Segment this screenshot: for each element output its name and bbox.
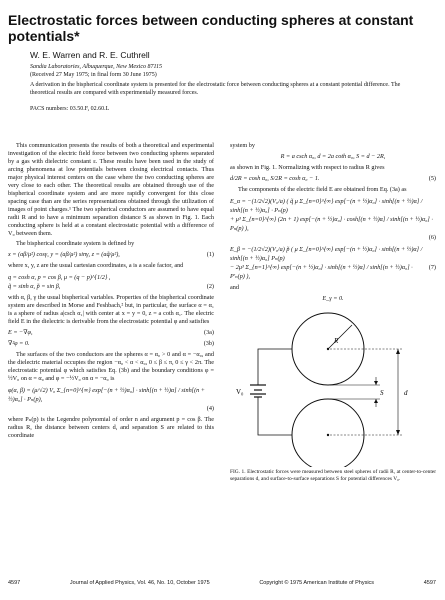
equation-2 bbox=[8, 273, 214, 291]
lower-sphere bbox=[292, 399, 364, 467]
r-label: R bbox=[334, 337, 339, 345]
equation-1-body: x = (aβ/μ²) cosγ, y = (aβ/μ²) sinγ, z = (aq̃/μ²), bbox=[8, 251, 120, 258]
equation-4 bbox=[8, 386, 214, 413]
footer-journal: Journal of Applied Physics, Vol. 46, No. 10, October 1975 bbox=[69, 580, 210, 586]
abstract: A derivation in the bispherical coordinate system is presented for the electrostatic force between conducting spheres at a constant potential difference. The theoretical results are compared with experimentally measured forces. bbox=[30, 82, 401, 96]
right-column bbox=[230, 142, 436, 482]
equation-5-number: (5) bbox=[428, 175, 436, 182]
authors: W. E. Warren and R. E. Cuthrell bbox=[30, 50, 150, 60]
figure-1 bbox=[230, 307, 436, 467]
equation-7-line-2: − 2μ³ Σ_{n=1}^{∞} exp[−(n + ½)α₀] · sinh[(n + ½)α] / sinh[(n + ½)α₀] · P′ₙ(p) ), bbox=[230, 264, 413, 280]
cartesian-paragraph: where x, y, z are the usual cartesian coordinates, a is a scale factor, and bbox=[8, 262, 184, 269]
footer-page-right: 4597 bbox=[423, 580, 436, 586]
equation-6-number: (6) bbox=[428, 234, 436, 241]
equation-6 bbox=[230, 197, 436, 242]
equation-2b: q̃ = sinh α, p̃ = sin β, bbox=[8, 283, 61, 290]
received-date: (Received 27 May 1975; in final form 30 June 1975) bbox=[30, 71, 157, 78]
figure-1-caption: FIG. 1. Electrostatic forces were measured between steel spheres of radii R, at center-to-center separations d, and surface-to-surface separations S for potential differences V₀. bbox=[230, 469, 436, 482]
page-footer bbox=[8, 580, 436, 586]
v0-label: V₀ bbox=[236, 388, 244, 396]
equation-1-number: (1) bbox=[206, 251, 214, 258]
equation-3b bbox=[8, 340, 214, 348]
equation-2-number: (2) bbox=[206, 283, 214, 290]
equation-8 bbox=[230, 295, 436, 303]
left-column bbox=[8, 142, 214, 442]
d-arrow-top bbox=[396, 349, 400, 354]
equation-3a bbox=[8, 329, 214, 337]
equation-4-number: (4) bbox=[206, 405, 214, 412]
bispherical-paragraph: with α, β, γ the usual bispherical variables. Properties of the bispherical coordinate system are described in Morse and Feshbach,² but, in particular, the surface α = α₁ is a sphere of radius a|csch α₁| with center at x = y = 0, z = a coth α₁. The electric field E in the dielectric is derivable from the electrostatic potential φ and satisfies bbox=[8, 294, 214, 325]
equation-4-body: φ(α, β) = (μ/√2) V₀ Σ_{n=0}^{∞} exp[−(n + ½)α₀] · sinh[(n + ½)α] / sinh[(n + ½)α₀] · Pₙ(p), bbox=[8, 387, 205, 403]
affiliation-address: Sandia Laboratories, Albuquerque, New Mexico 87115 bbox=[30, 64, 163, 70]
footer-copyright: Copyright © 1975 American Institute of Physics bbox=[259, 580, 375, 586]
pacs-numbers: PACS numbers: 03.50.F, 02.60.L bbox=[30, 106, 110, 112]
equation-7-line-1: E_β = −(1/2√2)(V₀/a) p̃ ( μ Σ_{n=0}^{∞} exp[−(n + ½)α₀] · sinh[(n + ½)α] / sinh[(n + ½)α₀] Pₙ(p) bbox=[230, 246, 423, 262]
equation-6-line-1: E_α = −(1/2√2)(V₀/a) ( q̃ μ Σ_{n=0}^{∞} exp[−(n + ½)α₀] · sinh[(n + ½)α] / sinh[(n + ½)α₀] · Pₙ(p) bbox=[230, 198, 423, 214]
affiliation bbox=[30, 64, 162, 79]
footer-page-left: 4597 bbox=[8, 580, 21, 586]
equation-8-body: E_γ = 0. bbox=[322, 295, 344, 302]
intro-paragraph: This communication presents the results of both a theoretical and experimental investigation of the electric field force between two conducting spheres separated by a gas with dielectric constant ε. These results have been used in the study of arcing phenomena at low potentials between closing electrical contacts. Thus major physical interest centers on the case where the two conducting spheres are very close to each other. The theoretical results are obtained through use of the bispherical coordinate system and are more rapidly convergent for this close spacing case than are the series representations obtained through the utilization of images of point charges.¹ The two spherical conductors are assumed to have equal radii R and to have a minimum separation distance S as shown in Fig. 1. Each conducting sphere is held at a constant electrostatic potential with a difference of V₀ between them. bbox=[8, 142, 214, 237]
s-arrow-bottom bbox=[374, 399, 378, 403]
system-by: system by bbox=[230, 142, 255, 149]
upper-center-dot bbox=[327, 348, 329, 350]
legendre-paragraph: where Pₙ(p) is the Legendre polynomial of order n and argument p = cos β. The radius R, the distance between centers d, and separation S are related to this coordinate bbox=[8, 416, 214, 439]
equation-6-line-2: + μ³ Σ_{n=0}^{∞} (2n + 1) exp[−(n + ½)α₀] · cosh[(n + ½)α] / sinh[(n + ½)α₀] · Pₙ(p) ), bbox=[230, 216, 433, 232]
equation-1 bbox=[8, 251, 214, 259]
paper-title: Electrostatic forces between conducting spheres at constant potentials* bbox=[8, 12, 414, 44]
equation-5a-body: R = a csch α₀, d = 2a coth α₀, S = d − 2R, bbox=[280, 153, 386, 160]
d-label: d bbox=[404, 389, 408, 397]
equation-5 bbox=[230, 175, 436, 183]
field-components-paragraph: The components of the electric field E are obtained from Eq. (3a) as bbox=[238, 186, 407, 193]
equation-7-number: (7) bbox=[428, 264, 436, 271]
lower-center-dot bbox=[327, 434, 329, 436]
coordinate-intro: The bispherical coordinate system is defined by bbox=[16, 240, 135, 247]
equation-3b-body: ∇²φ = 0. bbox=[8, 340, 30, 347]
equation-3a-number: (3a) bbox=[204, 329, 214, 336]
equation-7 bbox=[230, 245, 436, 281]
radius-line bbox=[328, 325, 352, 349]
upper-wire bbox=[258, 349, 292, 385]
s-label: S bbox=[380, 389, 384, 397]
s-arrow-top bbox=[374, 381, 378, 385]
d-arrow-bottom bbox=[396, 430, 400, 435]
surfaces-paragraph: The surfaces of the two conductors are the spheres α = α₀ > 0 and α = −α₀, and the dielectric material occupies the region −α₀ < α < α₀, 0 ≤ β ≤ π, 0 ≤ γ < 2π. The electrostatic potential φ which satisfies Eq. (3b) and the boundary conditions φ = ½V₀ on α = α₀ and φ = −½V₀ on α = −α₀ is bbox=[8, 351, 214, 382]
two-spheres-diagram bbox=[230, 307, 436, 467]
equation-5a bbox=[230, 153, 436, 161]
equation-3a-body: E = −∇φ, bbox=[8, 329, 33, 336]
equation-3b-number: (3b) bbox=[203, 340, 214, 347]
lower-wire bbox=[258, 397, 292, 435]
normalizing-paragraph: as shown in Fig. 1. Normalizing with respect to radius R gives bbox=[230, 164, 385, 171]
equation-5-body: d/2R = cosh α₀, S/2R = cosh α₀ − 1. bbox=[230, 175, 320, 182]
and-text: and bbox=[230, 284, 239, 291]
equation-2a: q = cosh α, p = cos β, μ = (q − p)^{1/2} , bbox=[8, 274, 111, 281]
